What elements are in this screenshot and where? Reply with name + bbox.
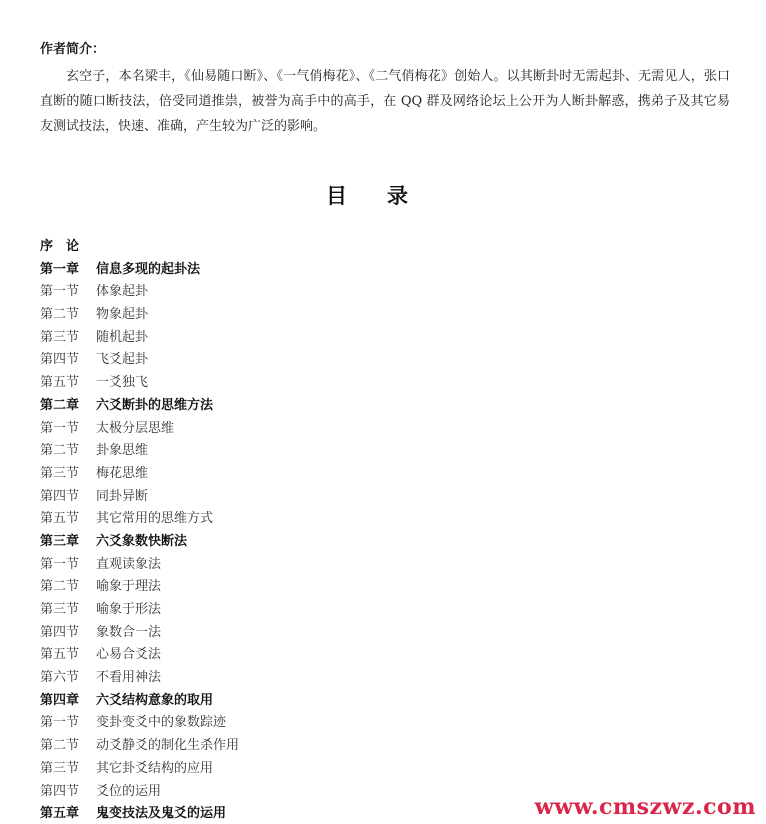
toc-section-entry xyxy=(40,735,440,758)
toc-chapter-entry xyxy=(40,395,440,418)
toc-entry-number: 第二章 xyxy=(40,397,80,413)
toc-entry-number: 第五节 xyxy=(40,511,80,527)
toc-entry-number: 序 论 xyxy=(40,239,80,254)
toc-section-entry xyxy=(40,486,440,509)
toc-section-entry xyxy=(40,667,440,690)
toc-entry-title: 信息多现的起卦法 xyxy=(96,261,201,277)
toc-entry-number: 第二节 xyxy=(40,307,80,323)
toc-section-entry xyxy=(40,440,440,463)
toc-chapter-entry xyxy=(40,690,440,713)
toc-section-entry xyxy=(40,327,440,350)
table-of-contents xyxy=(40,236,440,824)
toc-section-entry xyxy=(40,712,440,735)
toc-section-entry xyxy=(40,644,440,667)
toc-section-entry xyxy=(40,599,440,622)
toc-entry-title: 同卦异断 xyxy=(96,488,149,504)
toc-entry-title: 变卦变爻中的象数踪迹 xyxy=(96,715,227,731)
toc-chapter-entry xyxy=(40,531,440,554)
toc-entry-number: 第三章 xyxy=(40,533,80,549)
toc-section-entry xyxy=(40,758,440,781)
toc-entry-number: 第四节 xyxy=(40,624,80,640)
toc-entry-number: 第一节 xyxy=(40,715,80,731)
toc-entry-title: 心易合爻法 xyxy=(96,647,162,663)
toc-entry-number: 第五节 xyxy=(40,647,80,663)
toc-entry-number: 第四节 xyxy=(40,352,80,368)
toc-entry-title: 梅花思维 xyxy=(96,465,149,481)
toc-entry-title: 其它卦爻结构的应用 xyxy=(96,760,214,776)
toc-entry-title: 鬼变技法及鬼爻的运用 xyxy=(96,806,227,822)
toc-entry-number: 第六节 xyxy=(40,670,80,686)
toc-entry-number: 第四节 xyxy=(40,488,80,504)
toc-section-entry xyxy=(40,418,440,441)
toc-section-entry xyxy=(40,554,440,577)
toc-entry-title: 体象起卦 xyxy=(96,284,149,300)
toc-chapter-entry xyxy=(40,803,440,824)
toc-section-entry xyxy=(40,304,440,327)
toc-entry-title: 爻位的运用 xyxy=(96,783,162,799)
toc-entry-title: 太极分层思维 xyxy=(96,420,175,436)
toc-entry-title: 其它常用的思维方式 xyxy=(96,511,214,527)
bio-paragraph: 玄空子，本名梁丰，《仙易随口断》、《一气俏梅花》、《二气俏梅花》创始人。以其断卦时无需起卦、无需见人，张口直断的随口断技法，倍受同道推祟，被誉为高手中的高手，在 QQ 群及网络论坛上公开为人断卦解惑，携弟子及其它易友测试技法，快速、准确，产生较为广泛的影响。 xyxy=(40,69,730,134)
toc-entry-title: 飞爻起卦 xyxy=(96,352,149,368)
toc-entry-number: 第二节 xyxy=(40,738,80,754)
toc-section-entry xyxy=(40,576,440,599)
toc-entry-number: 第二节 xyxy=(40,579,80,595)
toc-entry-title: 卦象思维 xyxy=(96,443,149,459)
toc-entry-title: 六爻断卦的思维方法 xyxy=(96,397,214,413)
toc-entry-number: 第四节 xyxy=(40,783,80,799)
toc-entry-title: 物象起卦 xyxy=(96,307,149,323)
toc-entry-title: 喻象于理法 xyxy=(96,579,162,595)
toc-entry-number: 第四章 xyxy=(40,692,80,708)
toc-section-entry xyxy=(40,281,440,304)
toc-entry-number: 第五章 xyxy=(40,806,80,822)
toc-entry-number: 第一节 xyxy=(40,420,80,436)
toc-entry-title: 一爻独飞 xyxy=(96,375,149,391)
toc-entry-title: 直观读象法 xyxy=(96,556,162,572)
bio-heading: 作者简介： xyxy=(40,42,106,57)
toc-entry-title: 六爻象数快断法 xyxy=(96,533,188,549)
toc-entry-title: 不看用神法 xyxy=(96,670,162,686)
toc-entry-number: 第三节 xyxy=(40,760,80,776)
toc-entry-number: 第一节 xyxy=(40,284,80,300)
toc-entry-title: 象数合一法 xyxy=(96,624,162,640)
toc-entry-title: 喻象于形法 xyxy=(96,602,162,617)
toc-chapter-entry xyxy=(40,236,440,259)
site-watermark: www.cmszwz.com xyxy=(534,794,756,820)
toc-section-entry xyxy=(40,508,440,531)
toc-section-entry xyxy=(40,622,440,645)
toc-entry-number: 第一章 xyxy=(40,261,80,277)
toc-title: 目录 xyxy=(326,183,448,208)
toc-chapter-entry xyxy=(40,259,440,282)
toc-section-entry xyxy=(40,781,440,804)
toc-entry-title: 六爻结构意象的取用 xyxy=(96,692,214,708)
toc-section-entry xyxy=(40,349,440,372)
toc-section-entry xyxy=(40,372,440,395)
toc-section-entry xyxy=(40,463,440,486)
toc-entry-number: 第一节 xyxy=(40,556,80,572)
toc-entry-number: 第三节 xyxy=(40,329,80,345)
toc-entry-number: 第五节 xyxy=(40,375,80,391)
toc-entry-number: 第二节 xyxy=(40,443,80,459)
toc-entry-title: 动爻静爻的制化生杀作用 xyxy=(96,738,240,754)
toc-entry-number: 第三节 xyxy=(40,602,80,617)
toc-entry-number: 第三节 xyxy=(40,465,80,481)
toc-entry-title: 随机起卦 xyxy=(96,329,149,345)
